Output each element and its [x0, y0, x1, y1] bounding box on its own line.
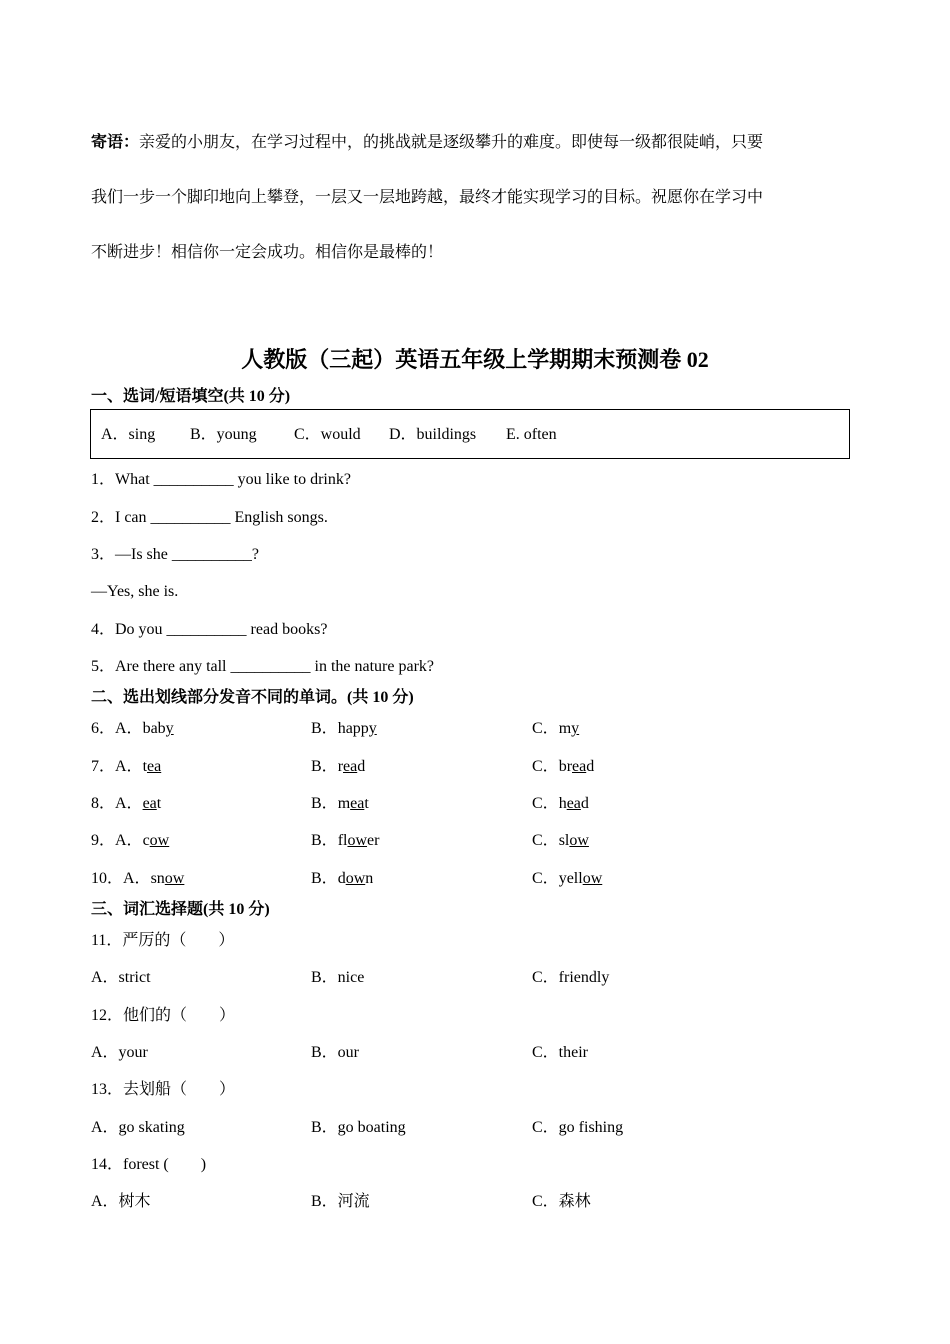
question-9-option-c: C．slow	[532, 832, 589, 849]
question-11-option-a: A．strict	[91, 969, 151, 986]
question-3: 3．—Is she __________?	[91, 546, 259, 563]
question-6-option-c: C．my	[532, 720, 580, 737]
question-14-option-a: A．树木	[91, 1193, 151, 1210]
word-option-b: B．young	[190, 426, 257, 443]
question-5: 5．Are there any tall __________ in the nature park?	[91, 658, 435, 675]
word-bank-box	[90, 409, 850, 459]
intro-text-1: 亲爱的小朋友，在学习过程中，的挑战就是逐级攀升的难度。即使每一级都很陡峭，只要	[139, 134, 764, 151]
question-9-option-a: 9．A．cow	[91, 832, 170, 849]
page-title: 人教版（三起）英语五年级上学期期末预测卷 02	[241, 347, 709, 372]
question-12-stem: 12．他们的（ ）	[91, 1007, 236, 1024]
word-option-d: D．buildings	[389, 426, 477, 443]
question-10-option-c: C．yellow	[532, 870, 603, 887]
question-4: 4．Do you __________ read books?	[91, 621, 328, 638]
question-11-option-c: C．friendly	[532, 969, 610, 986]
question-7-option-b: B．read	[311, 758, 366, 775]
word-option-e: E. often	[506, 426, 557, 443]
question-13-option-a: A．go skating	[91, 1119, 185, 1136]
question-3-answer: —Yes, she is.	[91, 583, 179, 600]
question-14-option-b: B．河流	[311, 1193, 370, 1210]
intro-line-3: 不断进步！相信你一定会成功。相信你是最棒的！	[91, 244, 444, 261]
question-12-option-b: B．our	[311, 1044, 360, 1061]
intro-line-2: 我们一步一个脚印地向上攀登，一层又一层地跨越，最终才能实现学习的目标。祝愿你在学习中	[91, 189, 764, 206]
question-6-option-b: B．happy	[311, 720, 377, 737]
question-10-option-a: 10．A．snow	[91, 870, 185, 887]
question-8-option-a: 8．A．eat	[91, 795, 162, 812]
section-1-heading: 一、选词/短语填空(共 10 分)	[91, 388, 291, 405]
section-3-heading: 三、词汇选择题(共 10 分)	[91, 901, 270, 918]
question-6-option-a: 6．A．baby	[91, 720, 174, 737]
question-14-stem: 14．forest ( )	[91, 1156, 207, 1173]
intro-line-1	[91, 133, 763, 153]
question-11-stem: 11．严厉的（ ）	[91, 932, 235, 949]
question-9-option-b: B．flower	[311, 832, 380, 849]
question-7-option-c: C．bread	[532, 758, 595, 775]
question-14-option-c: C．森林	[532, 1193, 591, 1210]
question-13-option-b: B．go boating	[311, 1119, 406, 1136]
question-12-option-c: C．their	[532, 1044, 588, 1061]
intro-label: 寄语：	[91, 134, 140, 151]
question-13-option-c: C．go fishing	[532, 1119, 624, 1136]
question-7-option-a: 7．A．tea	[91, 758, 162, 775]
question-8-option-c: C．head	[532, 795, 589, 812]
question-12-option-a: A．your	[91, 1044, 148, 1061]
question-13-stem: 13．去划船（ ）	[91, 1081, 236, 1098]
question-2: 2．I can __________ English songs.	[91, 509, 328, 526]
question-11-option-b: B．nice	[311, 969, 365, 986]
word-option-a: A．sing	[101, 426, 156, 443]
question-10-option-b: B．down	[311, 870, 374, 887]
section-2-heading: 二、选出划线部分发音不同的单词。(共 10 分)	[91, 689, 414, 706]
word-option-c: C．would	[294, 426, 361, 443]
question-1: 1．What __________ you like to drink?	[91, 471, 351, 488]
question-8-option-b: B．meat	[311, 795, 369, 812]
